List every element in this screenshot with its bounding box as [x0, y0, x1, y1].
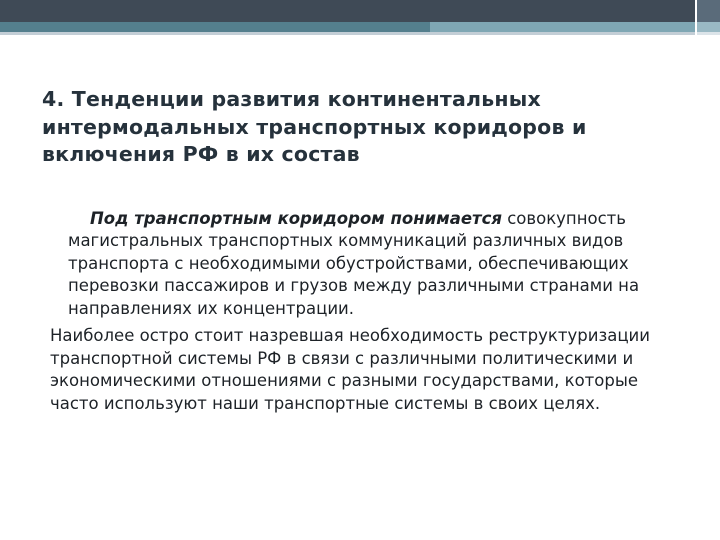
- header-bar-dark-right: [697, 0, 720, 22]
- header-bar-thin: [0, 32, 695, 35]
- paragraph-2: [42, 325, 682, 415]
- header-bar-dark: [0, 0, 695, 22]
- paragraph-1-text: совокупность магистральных транспортных коммуникаций различных видов транспорта с необходимыми обустройствами, обеспечивающих перевозки пассажиров и грузов между различными странами на направлениях их концентрации.: [68, 209, 640, 318]
- slide-header-decoration: [0, 0, 720, 46]
- page-title: 4. Тенденции развития континентальных интермодальных транспортных коридоров и включения РФ в их состав: [42, 87, 587, 167]
- header-bar-thin-right: [697, 32, 720, 35]
- paragraph-1-lead: Под транспортным коридором понимается: [90, 209, 502, 228]
- slide-body: [42, 208, 682, 415]
- paragraph-2-text: Наиболее остро стоит назревшая необходимость реструктуризации транспортной системы РФ в связи с различными политическими и экономическими отношениями с разными государствами, которые часто используют наши транспортные системы в своих целях.: [50, 326, 651, 413]
- header-bar-teal-light: [430, 22, 695, 32]
- paragraph-1: [42, 208, 682, 320]
- header-bar-teal-end: [697, 22, 720, 32]
- header-bar-teal: [0, 22, 430, 32]
